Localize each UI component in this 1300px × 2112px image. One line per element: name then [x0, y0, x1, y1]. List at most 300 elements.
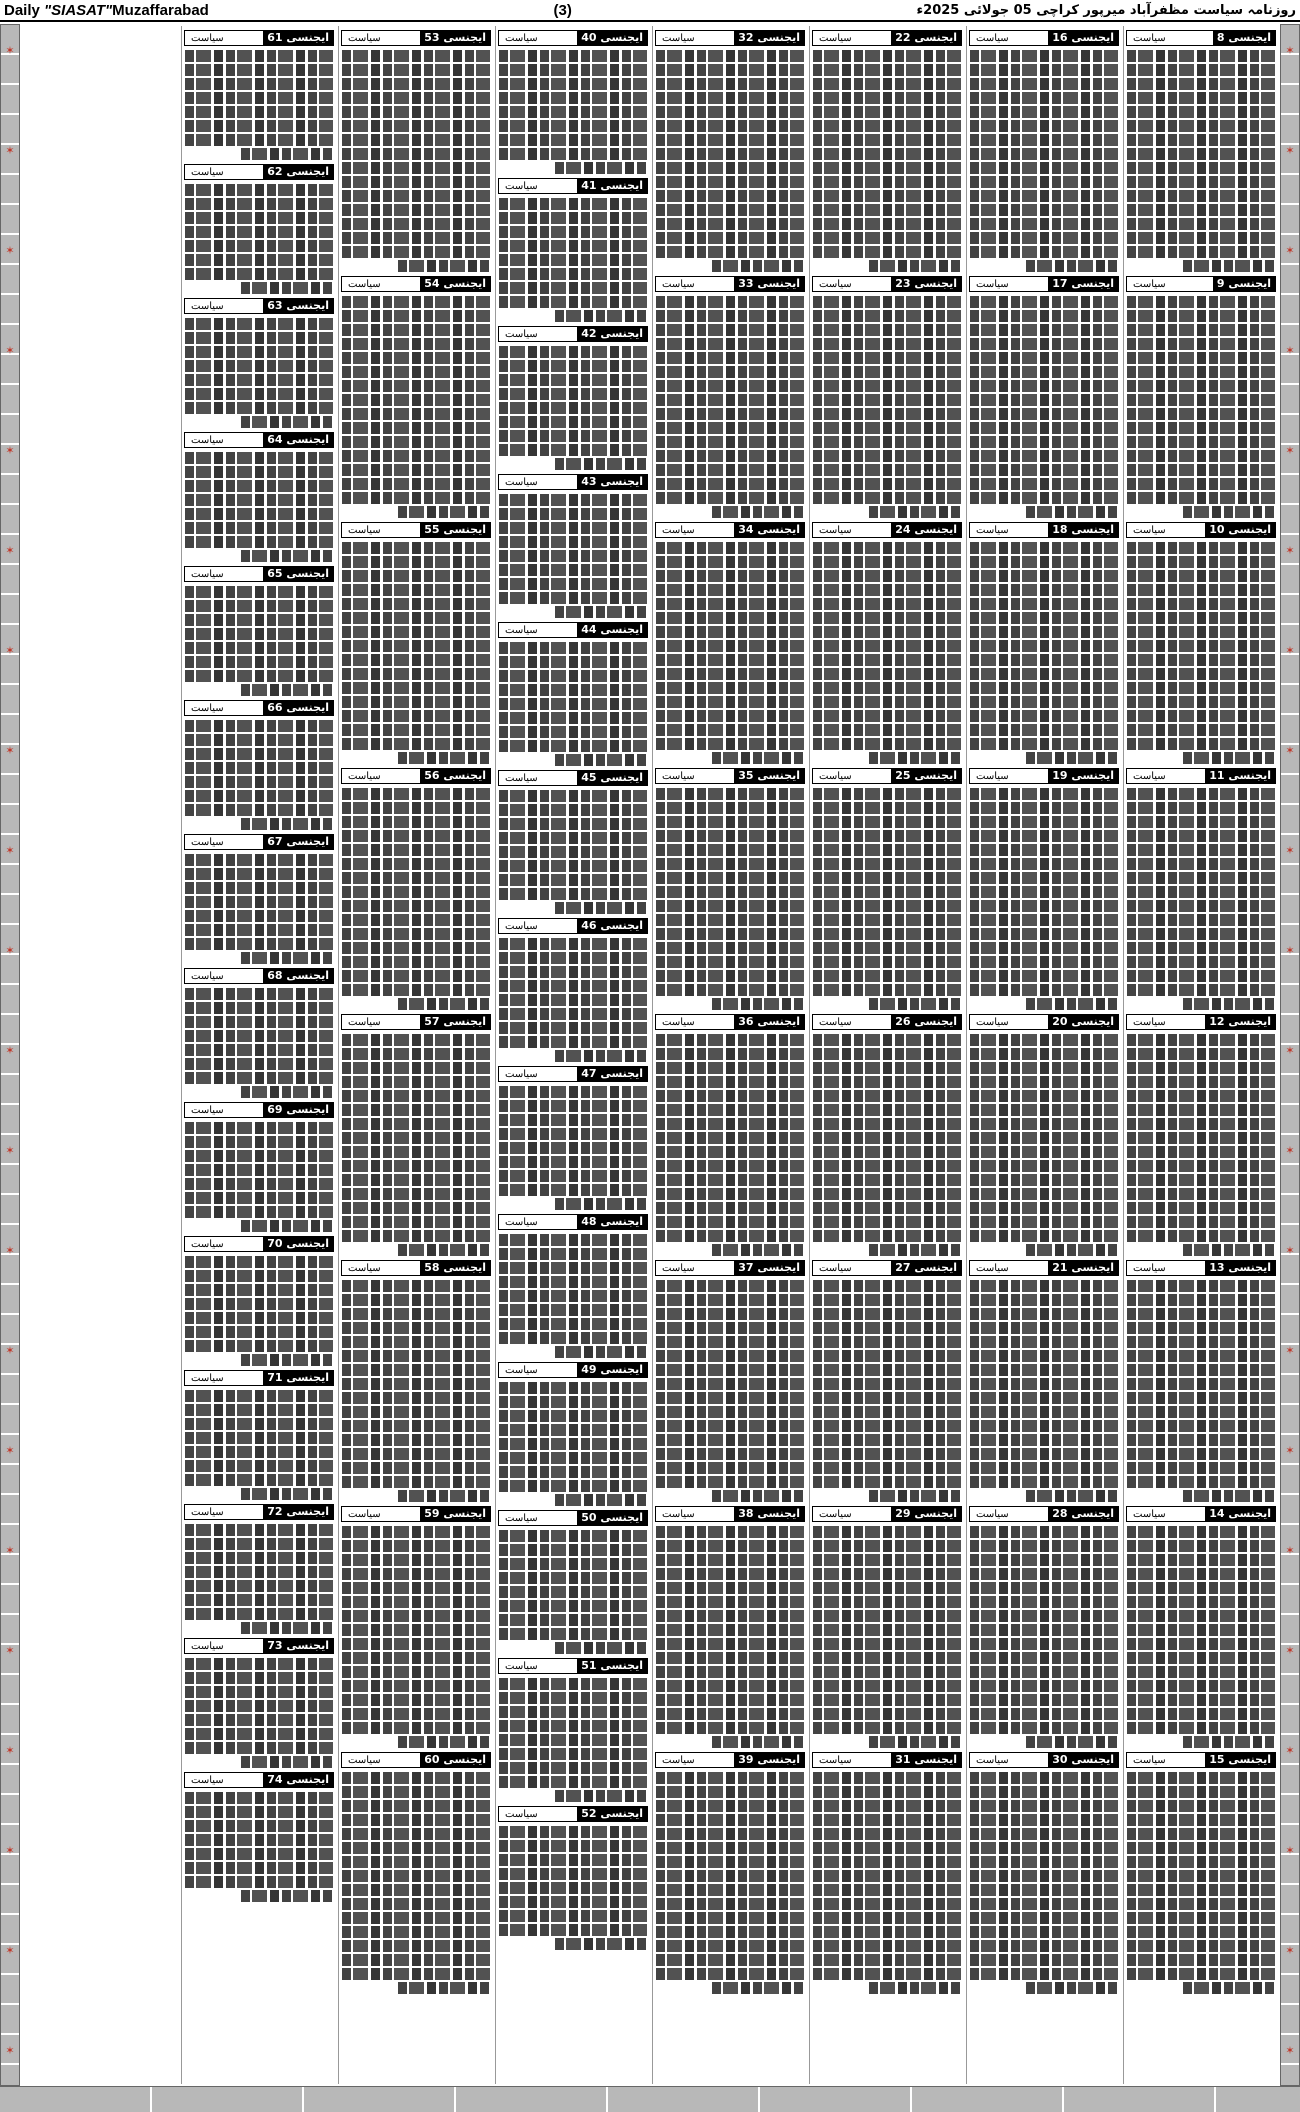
text-line [1127, 598, 1275, 610]
text-line [499, 1100, 647, 1112]
text-line [342, 78, 490, 90]
news-item-brand: سیاست [819, 32, 852, 44]
text-line [1127, 1800, 1275, 1812]
text-line [813, 1870, 961, 1882]
text-line [813, 1062, 961, 1074]
text-line [813, 654, 961, 666]
text-line [499, 1628, 647, 1640]
text-line [970, 78, 1118, 90]
news-item-number: ایجنسی 24 [891, 523, 961, 537]
border-ornament-icon: ✶ [5, 1344, 15, 1357]
text-line [656, 872, 804, 884]
text-line [970, 190, 1118, 202]
news-item-header [184, 164, 334, 180]
text-line [970, 584, 1118, 596]
text-line [1127, 1048, 1275, 1060]
text-line [869, 506, 961, 518]
text-line [813, 1146, 961, 1158]
border-ornament-icon: ✶ [5, 1744, 15, 1757]
text-line [499, 1734, 647, 1746]
text-line [1127, 1216, 1275, 1228]
news-item-header [184, 1102, 334, 1118]
news-item-number: ایجنسی 30 [1048, 1753, 1118, 1767]
text-line [656, 492, 804, 504]
text-line [656, 1884, 804, 1896]
text-line [656, 64, 804, 76]
text-line [813, 134, 961, 146]
news-item-brand: سیاست [348, 1508, 381, 1520]
news-item-brand: سیاست [348, 1754, 381, 1766]
text-line [970, 492, 1118, 504]
text-line [185, 1390, 333, 1402]
text-line [342, 324, 490, 336]
text-line [970, 1772, 1118, 1784]
news-column [1123, 26, 1278, 2084]
text-line [813, 872, 961, 884]
text-line [656, 50, 804, 62]
text-line [499, 1748, 647, 1760]
news-item-brand: سیاست [191, 836, 224, 848]
text-line [813, 1406, 961, 1418]
text-line [813, 246, 961, 258]
text-line [656, 1420, 804, 1432]
text-line [656, 956, 804, 968]
news-item-number: ایجنسی 43 [577, 475, 647, 489]
news-item-brand: سیاست [191, 300, 224, 312]
text-line [813, 1350, 961, 1362]
text-line [342, 984, 490, 996]
news-item-header [498, 1658, 648, 1674]
text-line [185, 332, 333, 344]
text-line [712, 1736, 804, 1748]
text-line [970, 844, 1118, 856]
text-line [185, 360, 333, 372]
text-line [499, 64, 647, 76]
news-item-number: ایجنسی 34 [734, 523, 804, 537]
text-line [656, 120, 804, 132]
text-line [185, 1326, 333, 1338]
text-line [1127, 246, 1275, 258]
text-line [1127, 352, 1275, 364]
text-line [869, 260, 961, 272]
text-line [813, 1912, 961, 1924]
text-line [970, 1926, 1118, 1938]
news-item-header [498, 474, 648, 490]
news-item-brand: سیاست [191, 970, 224, 982]
text-line [342, 296, 490, 308]
news-item-number: ایجنسی 15 [1205, 1753, 1275, 1767]
text-line [813, 352, 961, 364]
border-ornament-icon: ✶ [1285, 1844, 1295, 1857]
text-line [342, 204, 490, 216]
news-item-brand: سیاست [819, 1016, 852, 1028]
text-line [656, 612, 804, 624]
text-line [1127, 858, 1275, 870]
news-column [652, 26, 807, 2084]
news-item-brand: سیاست [819, 524, 852, 536]
text-line [499, 1170, 647, 1182]
news-item-header [498, 1806, 648, 1822]
news-item-header [812, 768, 962, 784]
news-item-header [341, 522, 491, 538]
text-line [1127, 1898, 1275, 1910]
text-line [813, 844, 961, 856]
news-item-number: ایجنسی 28 [1048, 1507, 1118, 1521]
text-line [1127, 1912, 1275, 1924]
text-line [970, 1434, 1118, 1446]
text-line [185, 1552, 333, 1564]
text-line [499, 832, 647, 844]
news-item-header [969, 1506, 1119, 1522]
text-line [1127, 1638, 1275, 1650]
text-line [1127, 788, 1275, 800]
text-line [1183, 998, 1275, 1010]
text-line [970, 1230, 1118, 1242]
text-line [499, 1424, 647, 1436]
text-line [342, 640, 490, 652]
text-line [1127, 1940, 1275, 1952]
text-line [869, 752, 961, 764]
news-item-number: ایجنسی 41 [577, 179, 647, 193]
text-line [813, 78, 961, 90]
text-line [342, 598, 490, 610]
text-line [1127, 106, 1275, 118]
text-line [499, 1854, 647, 1866]
text-line [656, 1638, 804, 1650]
text-line [813, 1294, 961, 1306]
text-line [499, 1438, 647, 1450]
text-line [342, 802, 490, 814]
text-line [499, 818, 647, 830]
text-line [342, 1188, 490, 1200]
text-line [970, 176, 1118, 188]
text-line [970, 338, 1118, 350]
text-line [970, 1610, 1118, 1622]
text-line [656, 1582, 804, 1594]
text-line [1127, 816, 1275, 828]
text-line [185, 1834, 333, 1846]
news-item-brand: سیاست [191, 1640, 224, 1652]
masthead-left [4, 2, 209, 19]
text-line [342, 450, 490, 462]
border-ornament-icon: ✶ [5, 444, 15, 457]
news-item-brand: سیاست [348, 770, 381, 782]
text-line [1127, 310, 1275, 322]
text-line [656, 1912, 804, 1924]
text-line [185, 452, 333, 464]
text-line [970, 310, 1118, 322]
text-line [499, 1868, 647, 1880]
text-line [185, 670, 333, 682]
text-line [185, 924, 333, 936]
text-line [970, 1666, 1118, 1678]
text-line [813, 408, 961, 420]
text-line [970, 570, 1118, 582]
news-item-brand: سیاست [348, 32, 381, 44]
text-line [813, 598, 961, 610]
text-line [970, 626, 1118, 638]
text-line [970, 956, 1118, 968]
news-item-number: ایجنسی 13 [1205, 1261, 1275, 1275]
text-line [342, 190, 490, 202]
text-line [185, 1312, 333, 1324]
text-line [185, 78, 333, 90]
text-line [185, 896, 333, 908]
text-line [813, 830, 961, 842]
text-line [813, 310, 961, 322]
text-line [499, 1480, 647, 1492]
news-item-brand: سیاست [976, 1262, 1009, 1274]
text-line [499, 670, 647, 682]
text-line [499, 1882, 647, 1894]
text-line [241, 1890, 333, 1902]
text-line [342, 1582, 490, 1594]
text-line [656, 1188, 804, 1200]
news-item-brand: سیاست [1133, 1754, 1166, 1766]
text-line [342, 556, 490, 568]
text-line [813, 1076, 961, 1088]
news-item-number: ایجنسی 22 [891, 31, 961, 45]
text-line [185, 1256, 333, 1268]
text-line [1127, 844, 1275, 856]
text-line [185, 600, 333, 612]
text-line [970, 900, 1118, 912]
text-line [656, 1076, 804, 1088]
news-item-number: ایجنسی 40 [577, 31, 647, 45]
text-line [499, 106, 647, 118]
news-item-number: ایجنسی 14 [1205, 1507, 1275, 1521]
text-line [1127, 1884, 1275, 1896]
text-line [1127, 78, 1275, 90]
text-line [1127, 738, 1275, 750]
text-line [499, 1586, 647, 1598]
text-line [499, 1452, 647, 1464]
text-line [185, 92, 333, 104]
text-line [1127, 696, 1275, 708]
text-line [970, 232, 1118, 244]
text-line [656, 1772, 804, 1784]
news-item-header [341, 1752, 491, 1768]
text-line [970, 1160, 1118, 1172]
text-line [970, 1406, 1118, 1418]
text-line [499, 1558, 647, 1570]
text-line [813, 1034, 961, 1046]
text-line [656, 352, 804, 364]
text-line [813, 1666, 961, 1678]
news-item-brand: سیاست [505, 328, 538, 340]
text-line [813, 50, 961, 62]
text-line [499, 550, 647, 562]
text-line [342, 1568, 490, 1580]
text-line [813, 1554, 961, 1566]
text-line [342, 380, 490, 392]
text-line [970, 1898, 1118, 1910]
text-line [185, 1002, 333, 1014]
text-line [813, 1694, 961, 1706]
news-item-brand: سیاست [976, 1754, 1009, 1766]
text-line [970, 1146, 1118, 1158]
text-line [656, 1624, 804, 1636]
border-ornament-icon: ✶ [1285, 1144, 1295, 1157]
text-line [499, 1924, 647, 1936]
text-line [398, 998, 490, 1010]
text-line [241, 148, 333, 160]
text-line [656, 78, 804, 90]
text-line [656, 134, 804, 146]
text-line [656, 1828, 804, 1840]
text-line [499, 1544, 647, 1556]
text-line [970, 380, 1118, 392]
text-line [970, 1954, 1118, 1966]
text-line [970, 816, 1118, 828]
text-line [656, 1392, 804, 1404]
text-line [342, 668, 490, 680]
news-item-number: ایجنسی 50 [577, 1511, 647, 1525]
text-line [656, 1680, 804, 1692]
text-line [499, 952, 647, 964]
text-line [813, 296, 961, 308]
text-line [813, 788, 961, 800]
text-line [656, 1800, 804, 1812]
text-line [342, 1526, 490, 1538]
text-line [1183, 1982, 1275, 1994]
text-line [185, 226, 333, 238]
text-line [185, 642, 333, 654]
text-line [555, 754, 647, 766]
news-item-number: ایجنسی 72 [263, 1505, 333, 1519]
text-line [1127, 1856, 1275, 1868]
text-line [970, 106, 1118, 118]
text-line [656, 1870, 804, 1882]
text-line [970, 1392, 1118, 1404]
news-item-brand: سیاست [976, 1016, 1009, 1028]
text-line [1127, 1188, 1275, 1200]
news-item-brand: سیاست [505, 1068, 538, 1080]
text-line [1127, 422, 1275, 434]
text-line [970, 1624, 1118, 1636]
text-line [241, 282, 333, 294]
text-line [813, 1336, 961, 1348]
news-item-brand: سیاست [191, 1506, 224, 1518]
text-line [185, 64, 333, 76]
masthead [0, 0, 1300, 22]
news-item-header [655, 276, 805, 292]
news-item-number: ایجنسی 64 [263, 433, 333, 447]
text-line [712, 1490, 804, 1502]
text-line [185, 1876, 333, 1888]
text-line [342, 738, 490, 750]
text-line [342, 1104, 490, 1116]
text-line [813, 324, 961, 336]
news-item-header [1126, 30, 1276, 46]
border-ornament-icon: ✶ [1285, 644, 1295, 657]
text-line [499, 1332, 647, 1344]
text-line [398, 260, 490, 272]
text-line [970, 464, 1118, 476]
news-item-number: ایجنسی 42 [577, 327, 647, 341]
text-line [970, 394, 1118, 406]
text-line [970, 366, 1118, 378]
text-line [656, 1434, 804, 1446]
text-line [1127, 1174, 1275, 1186]
text-line [499, 1234, 647, 1246]
text-line [185, 1192, 333, 1204]
border-ornament-icon: ✶ [5, 2044, 15, 2057]
text-line [1127, 1680, 1275, 1692]
news-item-number: ایجنسی 29 [891, 1507, 961, 1521]
text-line [813, 956, 961, 968]
text-line [970, 970, 1118, 982]
text-line [656, 422, 804, 434]
news-item-brand: سیاست [348, 524, 381, 536]
border-ornament-icon: ✶ [5, 1144, 15, 1157]
text-line [1127, 1146, 1275, 1158]
text-line [970, 984, 1118, 996]
text-line [342, 584, 490, 596]
text-line [1127, 64, 1275, 76]
border-ornament-icon: ✶ [5, 1444, 15, 1457]
text-line [813, 1856, 961, 1868]
border-ornament-icon: ✶ [1285, 544, 1295, 557]
news-item-header [812, 276, 962, 292]
text-line [342, 1118, 490, 1130]
text-line [970, 246, 1118, 258]
text-line [656, 788, 804, 800]
text-line [656, 640, 804, 652]
text-line [555, 1938, 647, 1950]
text-line [1127, 872, 1275, 884]
text-line [499, 198, 647, 210]
text-line [656, 450, 804, 462]
text-line [869, 998, 961, 1010]
text-line [656, 1308, 804, 1320]
text-line [185, 1742, 333, 1754]
news-item-brand: سیاست [505, 1216, 538, 1228]
text-line [656, 556, 804, 568]
text-line [185, 988, 333, 1000]
text-line [656, 542, 804, 554]
text-line [656, 1694, 804, 1706]
text-line [656, 1708, 804, 1720]
text-line [813, 1652, 961, 1664]
text-line [656, 1034, 804, 1046]
text-line [342, 788, 490, 800]
text-line [970, 50, 1118, 62]
text-line [970, 738, 1118, 750]
text-line [499, 1114, 647, 1126]
text-line [970, 1034, 1118, 1046]
text-line [499, 1614, 647, 1626]
text-line [970, 1828, 1118, 1840]
text-line [499, 494, 647, 506]
news-item-number: ایجنسی 39 [734, 1753, 804, 1767]
text-line [813, 1090, 961, 1102]
text-line [499, 120, 647, 132]
news-column [338, 26, 493, 2084]
text-line [813, 120, 961, 132]
text-line [656, 1090, 804, 1102]
text-line [342, 626, 490, 638]
news-item-number: ایجنسی 53 [420, 31, 490, 45]
text-line [970, 1090, 1118, 1102]
text-line [970, 1708, 1118, 1720]
news-item-header [969, 276, 1119, 292]
text-line [185, 790, 333, 802]
text-line [555, 902, 647, 914]
news-item-header [812, 1506, 962, 1522]
text-line [499, 684, 647, 696]
news-item-brand: سیاست [191, 166, 224, 178]
